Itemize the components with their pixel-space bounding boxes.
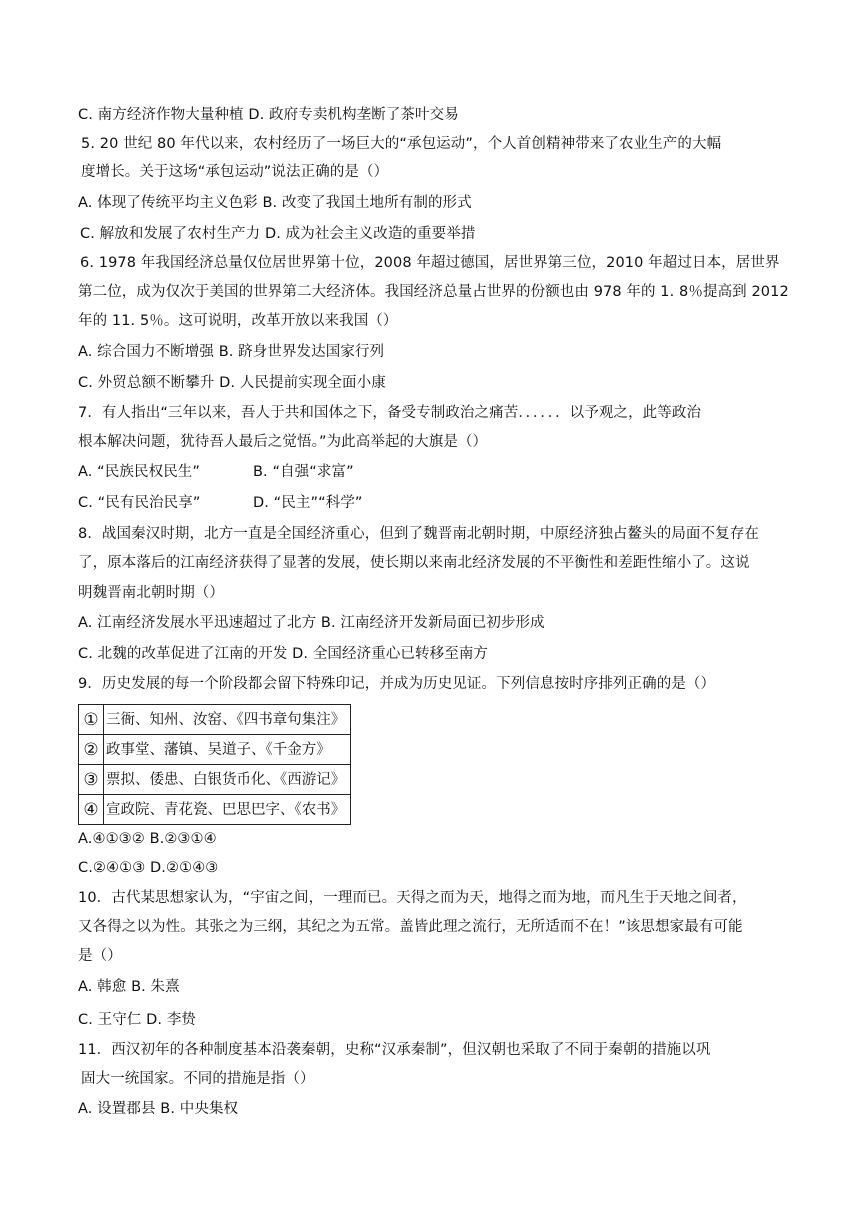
row-text: 宣政院、青花瓷、巴思巴字、《农书》 (104, 795, 351, 825)
q5-stem-line2: 度增长。关于这场“承包运动”说法正确的是（） (81, 164, 389, 180)
q6-stem-line1: 6. 1978 年我国经济总量仅位居世界第十位，2008 年超过德国，居世界第三位，2010 年超过日本，居世界 (80, 255, 780, 271)
q10-stem-line2: 又各得之以为性。其张之为三纲，其纪之为五常。盖皆此理之流行，无所适而不在！”该思想家最有可能 (78, 919, 743, 935)
row-number: ② (79, 735, 104, 765)
q6-options-ab: A. 综合国力不断增强 B. 跻身世界发达国家行列 (78, 344, 385, 360)
q7-option-a: A. “民族民权民生” (78, 464, 201, 480)
q11-stem-line2: 固大一统国家。不同的措施是指（） (81, 1071, 315, 1087)
q5-options-ab: A. 体现了传统平均主义色彩 B. 改变了我国土地所有制的形式 (78, 195, 472, 211)
row-text: 三衙、知州、汝窑、《四书章句集注》 (104, 705, 351, 735)
q7-option-b: B. “自强“求富” (253, 464, 354, 480)
q7-options-ab (78, 462, 354, 482)
q10-stem-line1: 10．古代某思想家认为，“宇宙之间，一理而已。天得之而为天，地得之而为地，而凡生于天地之间者， (78, 890, 747, 906)
q10-options-cd: C. 王守仁 D. 李贽 (78, 1012, 197, 1028)
q7-stem-line2: 根本解决问题，犹待吾人最后之觉悟。”为此高举起的大旗是（） (78, 434, 488, 450)
q9-options-ab: A.④①③② B.②③①④ (78, 831, 217, 847)
q8-options-ab: A. 江南经济发展水平迅速超过了北方 B. 江南经济开发新局面已初步形成 (78, 615, 545, 631)
q8-options-cd: C. 北魏的改革促进了江南的开发 D. 全国经济重心已转移至南方 (78, 646, 489, 662)
q9-sequence-table (78, 704, 351, 825)
row-number: ④ (79, 795, 104, 825)
q7-stem-line1: 7．有人指出“三年以来，吾人于共和国体之下，备受专制政治之痛苦．．．．．．以予观之，此等政治 (78, 405, 702, 421)
q7-option-d: D. “民主”“科学” (253, 495, 363, 511)
table-row (79, 795, 351, 825)
q7-option-c: C. “民有民治民享” (78, 495, 201, 511)
q11-stem-line1: 11．西汉初年的各种制度基本沿袭秦朝，史称“汉承秦制”，但汉朝也采取了不同于秦朝的措施以巩 (78, 1042, 711, 1058)
q5-stem-line1: 5. 20 世纪 80 年代以来，农村经历了一场巨大的“承包运动”，个人首创精神带来了农业生产的大幅 (81, 136, 722, 152)
q8-stem-line1: 8．战国秦汉时期，北方一直是全国经济重心，但到了魏晋南北朝时期，中原经济独占鳌头的局面不复存在 (78, 526, 759, 542)
q8-stem-line3: 明魏晋南北朝时期（） (78, 585, 224, 601)
q10-options-ab: A. 韩愈 B. 朱熹 (78, 979, 180, 995)
q4-options-cd: C. 南方经济作物大量种植 D. 政府专卖机构垄断了茶叶交易 (78, 107, 459, 123)
q9-options-cd: C.②④①③ D.②①④③ (78, 860, 219, 876)
q6-stem-line3: 年的 11. 5％。这可说明，改革开放以来我国（） (78, 313, 398, 329)
q5-options-cd: C. 解放和发展了农村生产力 D. 成为社会主义改造的重要举措 (80, 226, 476, 242)
q9-stem: 9．历史发展的每一个阶段都会留下特殊印记，并成为历史见证。下列信息按时序排列正确的是（） (78, 676, 716, 692)
q8-stem-line2: 了，原本落后的江南经济获得了显著的发展，使长期以来南北经济发展的不平衡性和差距性缩小了。这说 (78, 555, 750, 571)
table-row (79, 735, 351, 765)
row-number: ③ (79, 765, 104, 795)
table-row (79, 705, 351, 735)
q6-stem-line2: 第二位，成为仅次于美国的世界第二大经济体。我国经济总量占世界的份额也由 978 年的 1. 8％提高到 2012 (78, 284, 789, 300)
table-row (79, 765, 351, 795)
q11-options-ab: A. 设置郡县 B. 中央集权 (78, 1101, 239, 1117)
row-text: 政事堂、藩镇、吴道子、《千金方》 (104, 735, 351, 765)
q6-options-cd: C. 外贸总额不断攀升 D. 人民提前实现全面小康 (78, 375, 386, 391)
q7-options-cd (78, 493, 363, 513)
q10-stem-line3: 是（） (78, 948, 122, 964)
row-number: ① (79, 705, 104, 735)
row-text: 票拟、倭患、白银货币化、《西游记》 (104, 765, 351, 795)
